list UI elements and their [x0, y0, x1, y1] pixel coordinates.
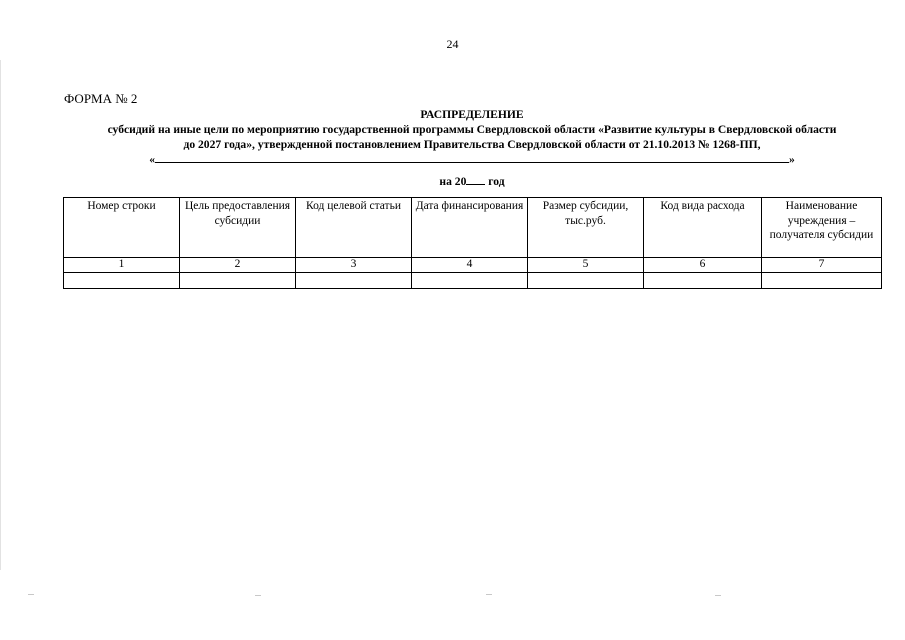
empty-cell: [180, 273, 296, 289]
scan-artifact: [255, 595, 261, 596]
header-cell-row-number: Номер строки: [64, 198, 180, 258]
year-prefix: на 20: [439, 175, 467, 188]
quote-close: »: [789, 153, 795, 166]
scan-edge-line: [0, 60, 1, 570]
heading-title: РАСПРЕДЕЛЕНИЕ: [420, 108, 524, 121]
year-suffix: год: [485, 175, 505, 188]
scan-artifact: [28, 594, 34, 595]
heading-line-2: до 2027 года», утвержденной постановлением Правительства Свердловской области от 21.10.2013 № 1268-ПП,: [183, 138, 761, 151]
quote-open: «: [149, 153, 155, 166]
fill-in-blank: [155, 152, 789, 163]
table-column-number-row: [64, 258, 882, 273]
header-cell-recipient-name: Наименование учреждения – получателя субсидии: [762, 198, 882, 258]
column-number-cell: 5: [528, 258, 644, 273]
table-header-row: [64, 198, 882, 258]
heading-line-1: субсидий на иные цели по мероприятию государственной программы Свердловской области «Развитие культуры в Свердловской области: [107, 123, 837, 136]
empty-cell: [528, 273, 644, 289]
header-cell-target-code: Код целевой статьи: [296, 198, 412, 258]
empty-cell: [296, 273, 412, 289]
column-number-cell: 7: [762, 258, 882, 273]
header-cell-expense-code: Код вида расхода: [644, 198, 762, 258]
page-number: 24: [446, 37, 459, 51]
column-number-cell: 6: [644, 258, 762, 273]
empty-cell: [64, 273, 180, 289]
distribution-table: [63, 197, 882, 289]
scan-artifact: [486, 594, 492, 595]
empty-cell: [412, 273, 528, 289]
header-cell-purpose: Цель предоставления субсидии: [180, 198, 296, 258]
year-blank: [466, 174, 485, 185]
column-number-cell: 4: [412, 258, 528, 273]
scan-artifact: [715, 595, 721, 596]
header-cell-financing-date: Дата финансирования: [412, 198, 528, 258]
column-number-cell: 2: [180, 258, 296, 273]
column-number-cell: 3: [296, 258, 412, 273]
empty-cell: [644, 273, 762, 289]
column-number-cell: 1: [64, 258, 180, 273]
document-heading: [60, 107, 884, 189]
empty-cell: [762, 273, 882, 289]
heading-year-line: [60, 174, 884, 189]
table-empty-row: [64, 273, 882, 289]
header-cell-subsidy-amount: Размер субсидии, тыс.руб.: [528, 198, 644, 258]
heading-blank-line: [60, 152, 884, 167]
form-label: ФОРМА № 2: [64, 91, 138, 106]
